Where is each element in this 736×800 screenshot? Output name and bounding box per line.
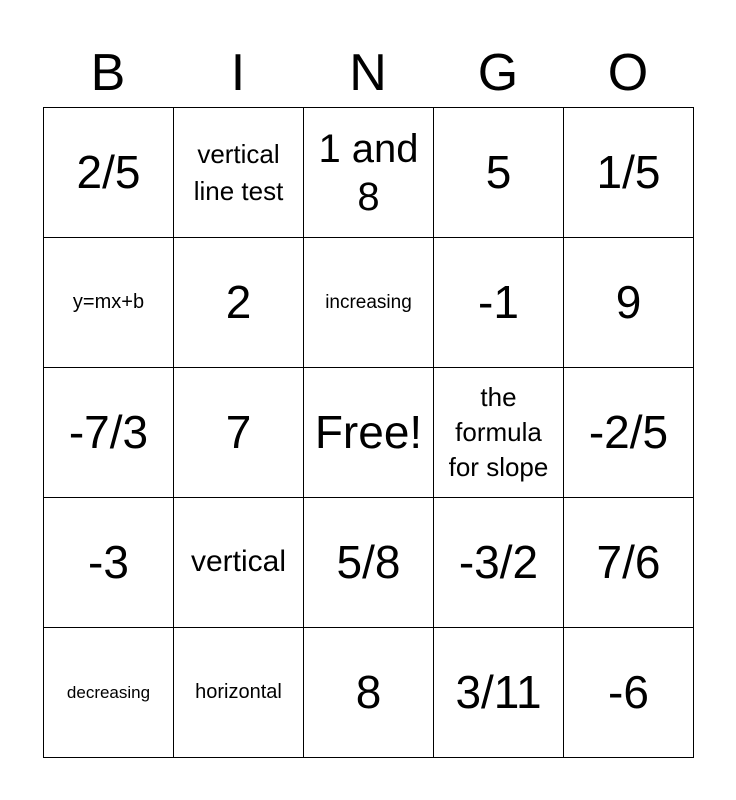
bingo-cell-r5-c2[interactable]: horizontal bbox=[174, 628, 304, 758]
bingo-cell-r5-c1[interactable]: decreasing bbox=[44, 628, 174, 758]
header-letter-i: I bbox=[230, 44, 246, 102]
bingo-cell-r2-c3[interactable]: increasing bbox=[304, 238, 434, 368]
bingo-cell-r1-c1[interactable]: 2/5 bbox=[44, 108, 174, 238]
bingo-cell-r2-c4[interactable]: -1 bbox=[434, 238, 564, 368]
bingo-cell-r4-c4[interactable]: -3/2 bbox=[434, 498, 564, 628]
bingo-board bbox=[43, 107, 694, 758]
header-letter-n: N bbox=[349, 44, 387, 102]
bingo-cell-r5-c4[interactable]: 3/11 bbox=[434, 628, 564, 758]
bingo-cell-r1-c3[interactable]: 1 and 8 bbox=[304, 108, 434, 238]
header-letter-o: O bbox=[607, 44, 649, 102]
bingo-cell-r5-c3[interactable]: 8 bbox=[304, 628, 434, 758]
bingo-cell-r4-c1[interactable]: -3 bbox=[44, 498, 174, 628]
bingo-cell-r3-c3-free-space[interactable]: Free! bbox=[304, 368, 434, 498]
bingo-cell-r1-c2[interactable]: vertical line test bbox=[174, 108, 304, 238]
header-letter-b: B bbox=[90, 44, 126, 102]
bingo-cell-r4-c5[interactable]: 7/6 bbox=[564, 498, 694, 628]
bingo-cell-r4-c3[interactable]: 5/8 bbox=[304, 498, 434, 628]
bingo-cell-r3-c5[interactable]: -2/5 bbox=[564, 368, 694, 498]
bingo-cell-r4-c2[interactable]: vertical bbox=[174, 498, 304, 628]
bingo-cell-r2-c1[interactable]: y=mx+b bbox=[44, 238, 174, 368]
bingo-cell-r1-c4[interactable]: 5 bbox=[434, 108, 564, 238]
bingo-header bbox=[43, 40, 694, 106]
header-letter-g: G bbox=[477, 44, 519, 102]
bingo-cell-r1-c5[interactable]: 1/5 bbox=[564, 108, 694, 238]
bingo-cell-r2-c2[interactable]: 2 bbox=[174, 238, 304, 368]
bingo-cell-r5-c5[interactable]: -6 bbox=[564, 628, 694, 758]
bingo-cell-r3-c1[interactable]: -7/3 bbox=[44, 368, 174, 498]
bingo-cell-r2-c5[interactable]: 9 bbox=[564, 238, 694, 368]
bingo-cell-r3-c2[interactable]: 7 bbox=[174, 368, 304, 498]
bingo-cell-r3-c4[interactable]: the formula for slope bbox=[434, 368, 564, 498]
